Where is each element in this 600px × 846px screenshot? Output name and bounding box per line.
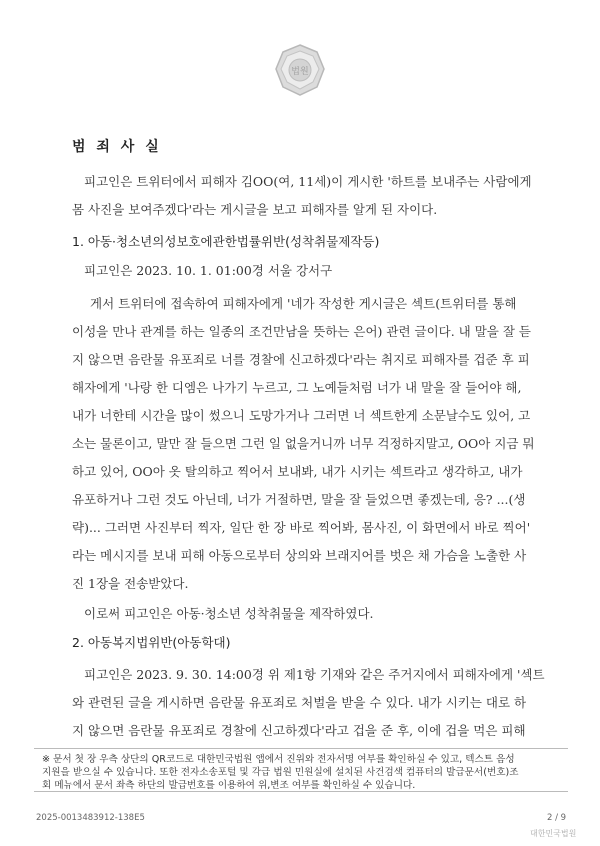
notice-line: 회 메뉴에서 문서 좌측 하단의 발급번호를 이용하여 위,변조 여부를 확인하실 수 있습니다. — [42, 780, 416, 791]
court-emblem-icon — [272, 42, 328, 98]
body-line: 진 1장을 전송받았다. — [72, 576, 189, 591]
body-line: 소는 물론이고, 말만 잘 들으면 그런 일 없을거니까 너무 걱정하지말고, OO아 지금 뭐 — [72, 436, 535, 451]
intro-line: 피고인은 트위터에서 피해자 김OO(여, 11세)이 게시한 '하트를 보내주는 사람에게 — [84, 174, 532, 189]
section-title: 1. 아동·청소년의성보호에관한법률위반(성착취물제작등) — [72, 234, 380, 249]
body-line: 지 않으면 음란물 유포죄로 경찰에 신고하겠다'라고 겁을 준 후, 이에 겁을 먹은 피해 — [72, 723, 526, 738]
body-line: 내가 너한테 시간을 많이 썼으니 도망가거나 그러면 너 섹트한게 소문날수도 있어, 고 — [72, 408, 531, 423]
date-line: 피고인은 2023. 10. 1. 01:00경 서울 강서구 — [84, 263, 333, 278]
body-line: 와 관련된 글을 게시하면 음란물 유포죄로 처벌을 받을 수 있다. 내가 시키는 대로 하 — [72, 695, 527, 710]
body-line: 피고인은 2023. 9. 30. 14:00경 위 제1항 기재와 같은 주거지에서 피해자에게 '섹트 — [84, 667, 545, 682]
conclusion-line: 이로써 피고인은 아동·청소년 성착취물을 제작하였다. — [84, 606, 374, 621]
court-name: 대한민국법원 — [530, 829, 577, 838]
notice-line: 지원을 받으실 수 있습니다. 또한 전자소송포털 및 각급 법원 민원실에 설치된 사건검색 컴퓨터의 발급문서(번호)조 — [42, 767, 519, 778]
section-heading: 범 죄 사 실 — [72, 139, 162, 155]
emblem-text: 법원 — [291, 67, 309, 77]
body-line: 유포하거나 그런 것도 아닌데, 너가 거절하면, 말을 잘 들었으면 좋겠는데, 응? ...(생 — [72, 492, 526, 507]
body-line: 하고 있어, OO아 옷 탈의하고 찍어서 보내봐, 내가 시키는 섹트라고 생각하고, 내가 — [72, 464, 523, 479]
body-line: 지 않으면 음란물 유포죄로 너를 경찰에 신고하겠다'라는 취지로 피해자를 겁준 후 피 — [72, 352, 530, 367]
body-line: 라는 메시지를 보내 피해 아동으로부터 상의와 브래지어를 벗은 채 가슴을 노출한 사 — [72, 548, 527, 563]
body-line: 게서 트위터에 접속하여 피해자에게 '네가 작성한 게시글은 섹트(트위터를 통해 — [90, 296, 517, 311]
body-line: 이성을 만나 관계를 하는 일종의 조건만남을 뜻하는 은어) 관련 글이다. 내 말을 잘 듣 — [72, 324, 531, 339]
page-number: 2 / 9 — [547, 813, 567, 823]
intro-line: 몸 사진을 보여주겠다'라는 게시글을 보고 피해자를 알게 된 자이다. — [72, 202, 438, 217]
section-title: 2. 아동복지법위반(아동학대) — [72, 635, 231, 650]
document-number: 2025-0013483912-138E5 — [36, 813, 145, 823]
body-line: 해자에게 '나랑 한 디엠은 나가기 누르고, 그 노예들처럼 너가 내 말을 잘 들어야 해, — [72, 380, 522, 395]
body-line: 략)... 그러면 사진부터 찍자, 일단 한 장 바로 찍어봐, 몸사진, 이 화면에서 바로 찍어' — [72, 520, 531, 535]
verification-notice — [34, 748, 568, 792]
notice-line: ※ 문서 첫 장 우측 상단의 QR코드로 대한민국법원 앱에서 진위와 전자서명 여부를 확인하실 수 있고, 텍스트 음성 — [42, 754, 515, 765]
